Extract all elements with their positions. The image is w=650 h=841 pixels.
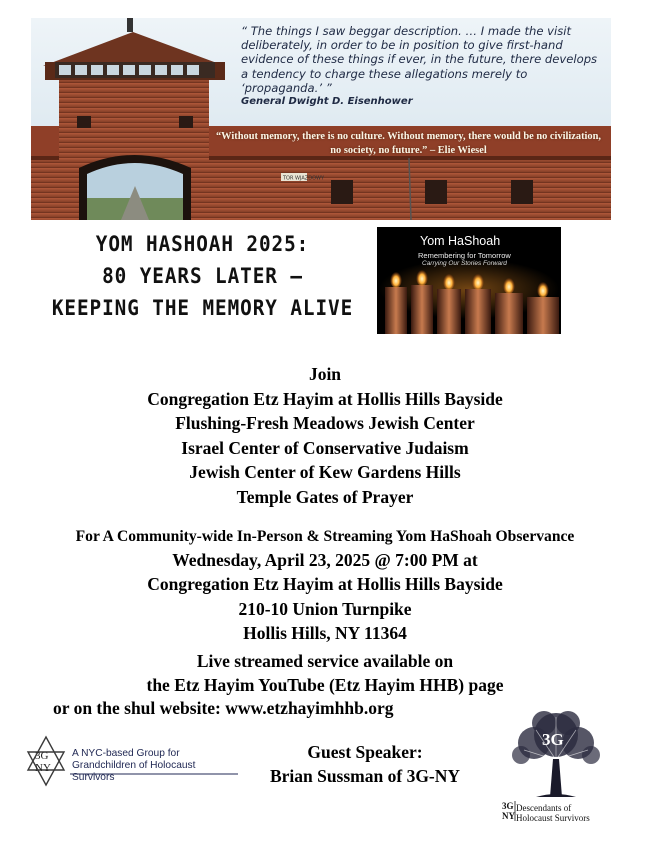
candles-subtitle: Remembering for Tomorrow [418, 251, 511, 260]
event-street: 210-10 Union Turnpike [238, 598, 412, 619]
congregation-3: Israel Center of Conservative Judaism [181, 437, 469, 458]
logo-mark-top: 3G [35, 750, 49, 762]
speaker-name: Brian Sussman of 3G-NY [269, 766, 461, 786]
title-line-1: YOM HASHOAH 2025: [95, 232, 310, 256]
tree-logo-mark: 3G [542, 730, 564, 749]
stream-website-link[interactable]: or on the shul website: www.etzhayimhhb.org [53, 698, 394, 719]
eisenhower-attribution: General Dwight D. Eisenhower [241, 96, 413, 107]
candles-tagline: Carrying Our Stories Forward [422, 260, 507, 267]
wiesel-quote: “Without memory, there is no culture. Without memory, there would be no civilization, no society, no future.” – Elie Wiesel [215, 131, 602, 156]
sign-text: TOR WJAZDOWY [283, 175, 325, 182]
yom-hashoah-candles-image [377, 227, 561, 334]
logo-mark-bottom: NY [35, 762, 51, 774]
candles-title: Yom HaShoah [420, 234, 501, 248]
congregation-1: Congregation Etz Hayim at Hollis Hills Bayside [147, 388, 503, 409]
observance-line: For A Community-wide In-Person & Streaming Yom HaShoah Observance [75, 528, 575, 545]
congregation-4: Jewish Center of Kew Gardens Hills [189, 462, 461, 483]
tree-logo-line-1: Descendants of [516, 803, 572, 813]
eisenhower-quote: “ The things I saw beggar description. … I made the visit deliberately, in order to be in position to give first-hand evidence of these things if ever, in the future, there develops a tendency to charge these allegations merely to ‘propaganda.’ ” [241, 24, 598, 95]
join-heading: Join [308, 364, 342, 384]
logo-left-text [72, 748, 240, 784]
congregation-5: Temple Gates of Prayer [236, 486, 414, 507]
title-line-2: 80 YEARS LATER — [102, 264, 303, 288]
logo-left-line-2: Grandchildren of Holocaust Survivors [72, 760, 196, 783]
tree-sub-mark-top: 3G [502, 801, 514, 811]
event-venue: Congregation Etz Hayim at Hollis Hills Bayside [147, 574, 503, 595]
guest-speaker [250, 740, 480, 788]
event-datetime: Wednesday, April 23, 2025 @ 7:00 PM at [172, 550, 478, 570]
event-city: Hollis Hills, NY 11364 [243, 623, 407, 644]
3g-ny-tree-logo [496, 705, 616, 830]
stream-line-1: Live streamed service available on [196, 651, 454, 671]
3g-ny-logo-left [24, 734, 240, 788]
speaker-heading: Guest Speaker: [307, 742, 423, 762]
title-line-3: KEEPING THE MEMORY ALIVE [51, 296, 354, 320]
logo-left-line-1: A NYC-based Group for [72, 748, 180, 759]
tree-sub-mark-bottom: NY [502, 811, 515, 821]
join-section [0, 362, 650, 510]
hero-banner [31, 18, 611, 220]
tree-logo-text [516, 803, 590, 823]
congregation-2: Flushing-Fresh Meadows Jewish Center [175, 413, 475, 434]
event-details [0, 548, 650, 646]
event-title [44, 228, 361, 324]
stream-line-2: the Etz Hayim YouTube (Etz Hayim HHB) page [146, 674, 504, 695]
tree-logo-line-2: Holocaust Survivors [516, 813, 590, 823]
